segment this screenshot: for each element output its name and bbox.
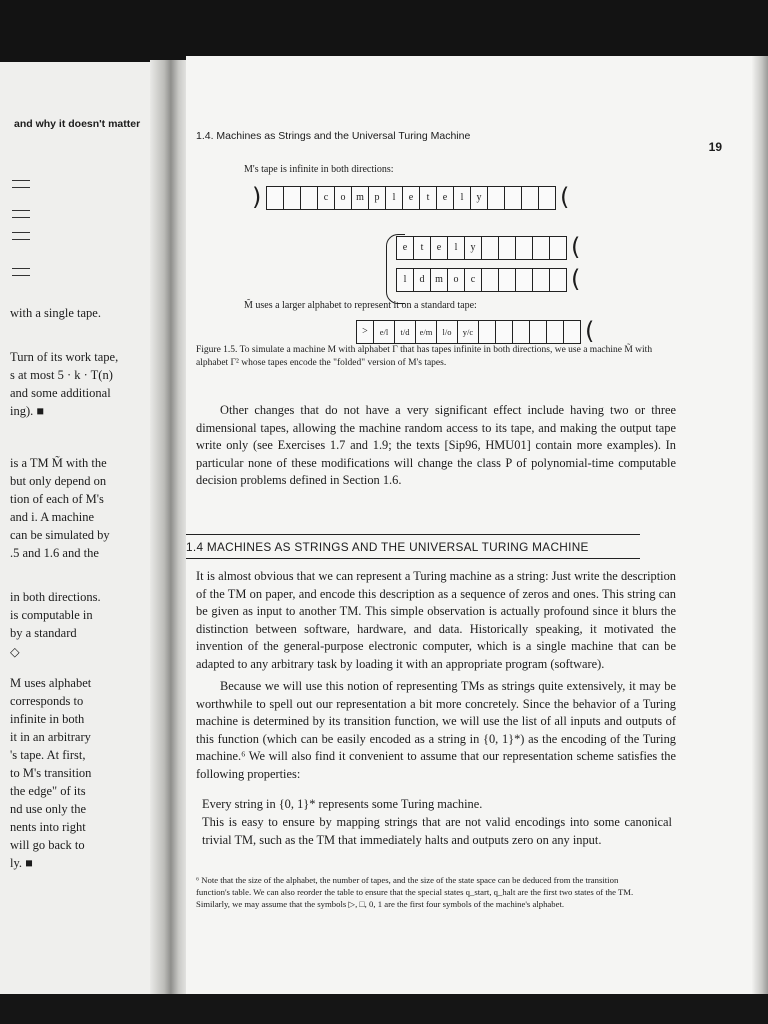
property-body: This is easy to ensure by mapping strings that are not valid encodings into some canonical trivial TM, such as the TM that immediately halts and outputs zero on any input. [202,815,672,847]
left-page-line: ◇ [10,645,20,659]
left-page-line: .5 and 1.6 and the [10,546,99,560]
left-page-line: infinite in both [10,712,85,726]
left-page-line: nd use only the [10,802,87,816]
tape-cell: t [414,236,431,260]
left-page-line: will go back to [10,838,85,852]
tape-standard [356,317,599,345]
tape-cell [488,186,505,210]
left-page-line: s at most 5 · k · T(n) [10,368,113,382]
tape-break-left: ) [252,183,262,211]
left-page-line: Turn of its work tape, [10,350,119,364]
left-page-line: and i. A machine [10,510,95,524]
tape-folded-lower [396,265,585,293]
section-rule [186,558,640,559]
tape-cell: l [454,186,471,210]
left-margin-glyph [12,232,30,246]
section-rule [186,534,640,535]
tape-cell [547,320,564,344]
tape-cell: l/o [437,320,458,344]
left-page-line: corresponds to [10,694,84,708]
figure-caption: Figure 1.5. To simulate a machine M with alphabet Γ that has tapes infinite in both directions, we use a machine M̃ with alphabet Γ² whose tapes encode the "folded" version of M's tapes. [196,345,653,368]
tape-cell [284,186,301,210]
section-title: 1.4 MACHINES AS STRINGS AND THE UNIVERSAL TURING MACHINE [186,540,589,554]
right-page [186,56,768,998]
tape-cell: t/d [395,320,416,344]
tape-cell [482,268,499,292]
paragraph-representation: Because we will use this notion of representing TMs as strings quite extensively, it may be worthwhile to spell out our representation a bit more concretely. Since the behavior of a Turing machine is determined by its transition function, we will use the list of all inputs and outputs of this function (which can be easily encoded as a string in {0, 1}*) as the encoding of the Turing machine.⁶ We will also find it convenient to assume that our representation scheme satisfies the following properties: [196,679,676,781]
left-page-line: to M's transition [10,766,92,780]
tape-cell: m [352,186,369,210]
tape-break-right: ( [571,233,581,261]
tape-cell [505,186,522,210]
tape-cell: e/m [416,320,437,344]
book-gutter [150,60,190,1000]
tape-cell: e [396,236,414,260]
tape-cell [530,320,547,344]
left-page-line: can be simulated by [10,528,110,542]
tape-cell [301,186,318,210]
tape-cell: l [448,236,465,260]
tape-cell: e [437,186,454,210]
figure-label-bottom: M̃ uses a larger alphabet to represent it on a standard tape: [244,300,477,311]
left-page-line: 's tape. At first, [10,748,86,762]
tape-cell: e/l [374,320,395,344]
tape-cell: e [403,186,420,210]
left-page-line: M uses alphabet [10,676,92,690]
figure-label-top: M's tape is infinite in both directions: [244,164,394,175]
tape-cell [533,236,550,260]
property-title: Every string in {0, 1}* represents some Turing machine. [202,797,483,811]
tape-cell: > [356,320,374,344]
left-margin-glyph [12,268,30,282]
paragraph-other-changes: Other changes that do not have a very significant effect include having two or three dimensional tapes, allowing the machine random access to its tape, and making the output tape write only (see Exercises 1.7 and 1.9; the texts [Sip96, HMU01] contain more examples). In particular none of these modifications will change the class P of polynomial-time computable decision problems defined in Section 1.6. [196,403,676,488]
tape-cell [479,320,496,344]
tape-cell: l [396,268,414,292]
left-page-line: but only depend on [10,474,107,488]
tape-infinite [252,183,574,211]
tape-cell [550,236,567,260]
tape-cell [499,268,516,292]
tape-cell [499,236,516,260]
tape-break-right: ( [571,265,581,293]
left-page-line: it in an arbitrary [10,730,91,744]
tape-break-right: ( [585,317,595,345]
tape-cell: y [471,186,488,210]
left-page-line: ing). ■ [10,404,44,418]
tape-cell [539,186,556,210]
tape-cell [516,268,533,292]
tape-cell: m [431,268,448,292]
left-page-line: in both directions. [10,590,101,604]
tape-cell [266,186,284,210]
left-margin-glyph [12,180,30,194]
running-head: 1.4. Machines as Strings and the Universal Turing Machine [196,130,471,142]
left-page-heading: and why it doesn't matter [14,118,141,130]
tape-cell [522,186,539,210]
tape-cell: t [420,186,437,210]
tape-cell: l [386,186,403,210]
tape-cell [564,320,581,344]
left-margin-glyph [12,210,30,224]
tape-cell: y/c [458,320,479,344]
tape-cell: d [414,268,431,292]
tape-cell [516,236,533,260]
tape-cell: p [369,186,386,210]
scan-bottom-band [0,994,768,1024]
tape-cell [496,320,513,344]
paragraph-strings: It is almost obvious that we can represent a Turing machine as a string: Just write the description of the TM on paper, and encode this description as a sequence of zeros and ones. This string can be given as input to another TM. This simple observation is actually profound since it blurs the distinction between software, hardware, and data. Historically speaking, it motivated the invention of the general-purpose electronic computer, which is a single machine that can be adapted to any arbitrary task by loading it with an appropriate program (software). [196,569,676,671]
page-number: 19 [708,140,722,154]
tape-cell: o [448,268,465,292]
tape-cell: c [465,268,482,292]
left-page-line: tion of each of M's [10,492,104,506]
left-page-line: with a single tape. [10,306,101,320]
left-page-line: the edge" of its [10,784,86,798]
tape-folded-upper [396,233,585,261]
tape-cell: c [318,186,335,210]
page-edge-shadow [752,56,768,998]
tape-cell [533,268,550,292]
left-page-line: is computable in [10,608,93,622]
left-page-line: ly. ■ [10,856,33,870]
tape-cell [513,320,530,344]
left-page [0,62,158,998]
left-page-line: is a TM M̃ with the [10,456,107,470]
tape-cell: y [465,236,482,260]
tape-break-right: ( [560,183,570,211]
footnote: ⁶ Note that the size of the alphabet, the number of tapes, and the size of the state space can be deduced from the transition function's table. We can also reorder the table to ensure that the special states q_start, q_halt are the first two states of the TM. Similarly, we may assume that the symbols ▷, □, 0, 1 are the first four symbols of the machine's alphabet. [196,875,634,909]
left-page-line: and some additional [10,386,111,400]
tape-cell: e [431,236,448,260]
tape-cell [482,236,499,260]
tape-cell [550,268,567,292]
tape-cell: o [335,186,352,210]
left-page-line: nents into right [10,820,86,834]
left-page-line: by a standard [10,626,77,640]
